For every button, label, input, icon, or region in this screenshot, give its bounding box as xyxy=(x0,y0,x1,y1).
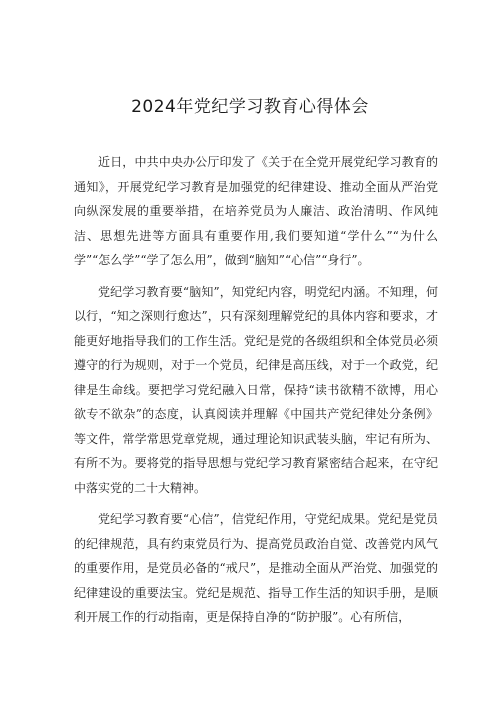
document-title: 2024年党纪学习教育心得体会 xyxy=(131,97,369,117)
paragraph-2: 党纪学习教育要“脑知”，知党纪内容，明党纪内涵。不知理，何以行，“知之深则行愈达”，只有深刻理解党纪的具体内容和要求，才能更好地指导我们的工作生活。党纪是党的各级组织和全体党员必须遵守的行为规则，对于一个党员，纪律是高压线，对于一个政党，纪律是生命线。要把学习党纪融入日常，保持“读书欲精不欲博，用心欲专不欲杂”的态度，认真阅读并理解《中国共产党纪律处分条例》等文件，常学常思党章党规，通过理论知识武装头脑，牢记有所为、有所不为。要将党的指导思想与党纪学习教育紧密结合起来，在守纪中落实党的二十大精神。 xyxy=(74,284,438,495)
document-body xyxy=(74,150,438,637)
paragraph-1: 近日，中共中央办公厅印发了《关于在全党开展党纪学习教育的通知》，开展党纪学习教育是加强党的纪律建设、推动全面从严治党向纵深发展的重要举措，在培养党员为人廉洁、政治清明、作风纯洁、思想先进等方面具有重要作用,我们要知道“学什么”“为什么学”“怎么学”“学了怎么用”，做到“脑知”“心信”“身行”。 xyxy=(74,155,438,267)
paragraph-3: 党纪学习教育要“心信”，信党纪作用，守党纪成果。党纪是党员的纪律规范，具有约束党员行为、提高党员政治自觉、改善党内风气的重要作用，是党员必备的“戒尺”，是推动全面从严治党、加强党的纪律建设的重要法宝。党纪是规范、指导工作生活的知识手册，是顺利开展工作的行动指南，更是保持自净的“防护服”。心有所信， xyxy=(74,512,438,624)
